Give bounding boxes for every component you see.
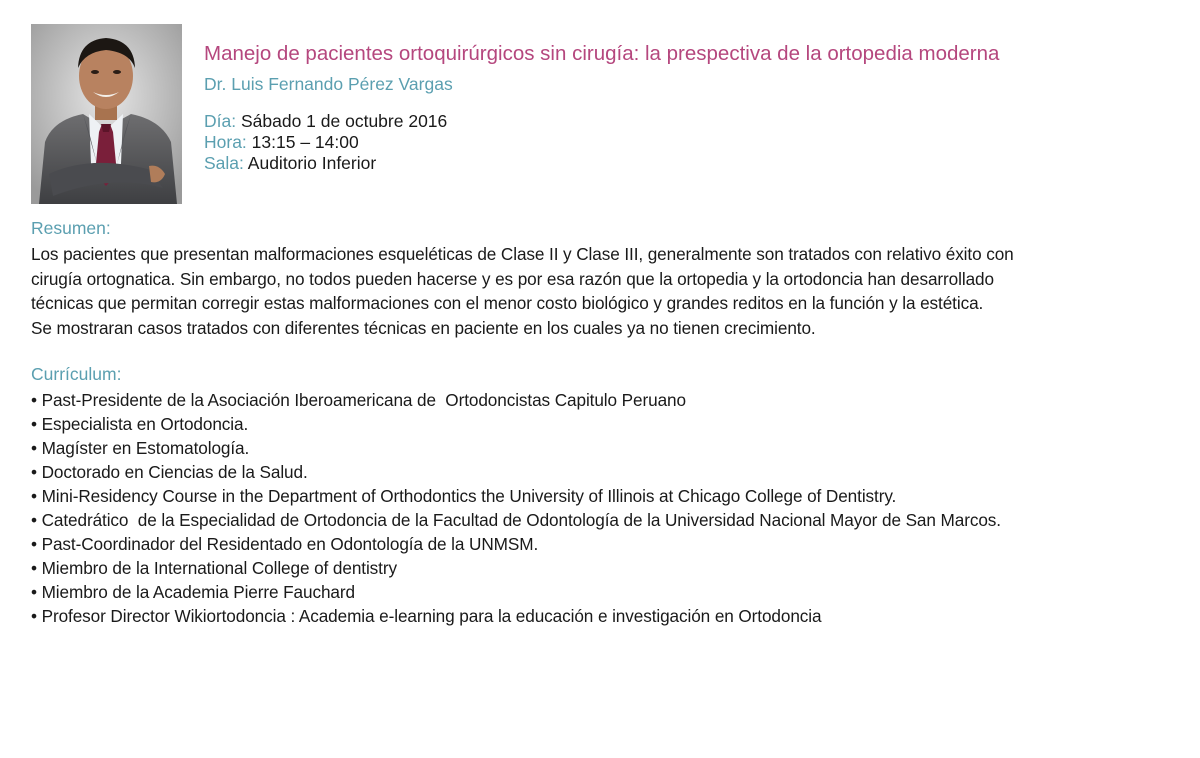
time-row (204, 132, 447, 153)
curriculum-item: • Mini-Residency Course in the Department of Orthodontics the University of Illinois at Chicago College of Dentistry. (31, 484, 1001, 508)
summary-text (31, 242, 1181, 340)
day-label: Día: (204, 111, 237, 131)
room-label: Sala: (204, 153, 244, 173)
room-value: Auditorio Inferior (247, 153, 377, 173)
talk-title: Manejo de pacientes ortoquirúrgicos sin cirugía: la prespectiva de la ortopedia moderna (204, 42, 1000, 65)
time-value: 13:15 – 14:00 (251, 132, 359, 152)
curriculum-heading: Currículum: (31, 364, 122, 384)
speaker-name: Dr. Luis Fernando Pérez Vargas (204, 74, 453, 94)
session-details (204, 111, 447, 174)
curriculum-item: • Especialista en Ortodoncia. (31, 412, 1001, 436)
curriculum-item: • Past-Presidente de la Asociación Iberoamericana de Ortodoncistas Capitulo Peruano (31, 388, 1001, 412)
summary-line: Los pacientes que presentan malformaciones esqueléticas de Clase II y Clase III, generalmente son tratados con relativo éxito con (31, 244, 1014, 264)
curriculum-item: • Magíster en Estomatología. (31, 436, 1001, 460)
time-label: Hora: (204, 132, 247, 152)
summary-line: Se mostraran casos tratados con diferentes técnicas en paciente en los cuales ya no tienen crecimiento. (31, 317, 816, 338)
curriculum-item: • Past-Coordinador del Residentado en Odontología de la UNMSM. (31, 532, 1001, 556)
curriculum-item: • Profesor Director Wikiortodoncia : Academia e-learning para la educación e investigación en Ortodoncia (31, 604, 1001, 628)
summary-line: cirugía ortognatica. Sin embargo, no todos pueden hacerse y es por esa razón que la ortopedia y la ortodoncia han desarrollado (31, 268, 994, 289)
summary-line: técnicas que permitan corregir estas malformaciones con el menor costo biológico y grandes reditos en la función y la estética. (31, 293, 984, 313)
day-row (204, 111, 447, 132)
room-row (204, 153, 447, 174)
speaker-photo (31, 24, 182, 204)
summary-heading: Resumen: (31, 218, 111, 238)
curriculum-item: • Catedrático de la Especialidad de Ortodoncia de la Facultad de Odontología de la Universidad Nacional Mayor de San Marcos. (31, 508, 1001, 532)
curriculum-item: • Miembro de la Academia Pierre Fauchard (31, 580, 1001, 604)
curriculum-item: • Miembro de la International College of dentistry (31, 556, 1001, 580)
curriculum-list (31, 388, 1001, 628)
day-value: Sábado 1 de octubre 2016 (240, 111, 448, 131)
curriculum-item: • Doctorado en Ciencias de la Salud. (31, 460, 1001, 484)
